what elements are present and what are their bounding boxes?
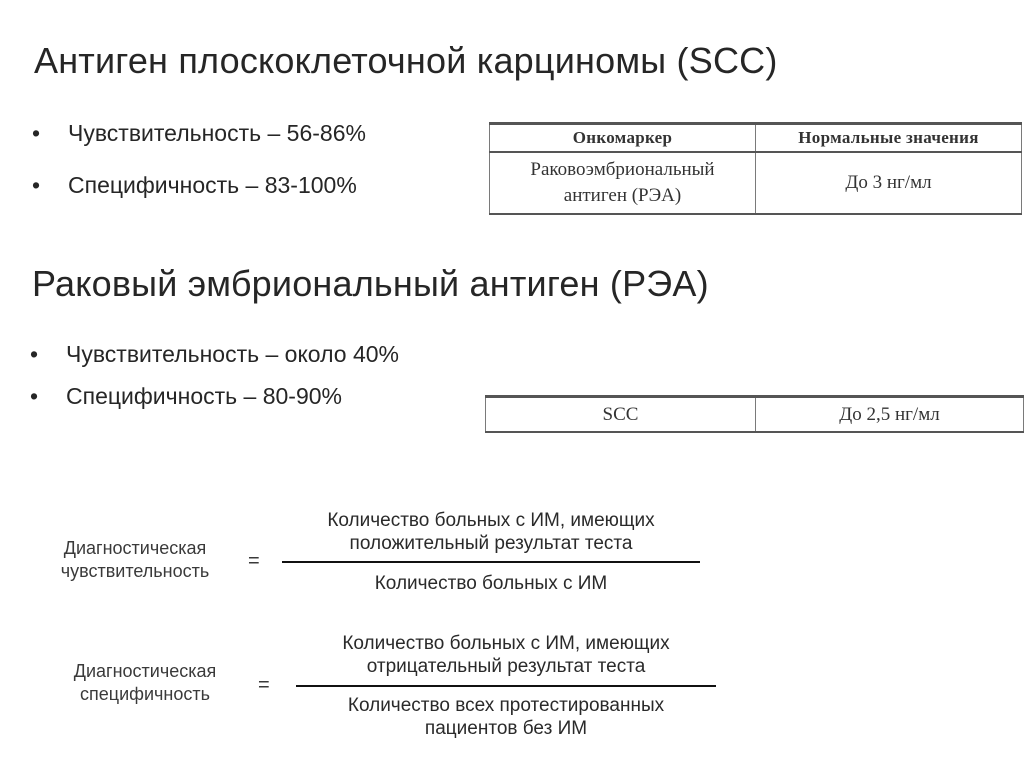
specificity-equals-sign: = [258,674,270,696]
specificity-denominator-line1: Количество всех протестированных [347,695,665,716]
scc-specificity-item: • Специфичность – 83-100% [32,172,366,199]
scc-title: Антиген плоскоклеточной карциномы (SCC) [34,40,778,81]
sensitivity-numerator-line1: Количество больных с ИМ, имеющих [327,510,655,531]
scc-sensitivity-item: • Чувствительность – 56-86% [32,120,366,147]
specificity-label-line1: Диагностическая [73,661,217,681]
rea-specificity-item: • Специфичность – 80-90% [30,383,399,410]
scc-marker-cell: SCC [486,397,756,433]
specificity-numerator-line2: отрицательный результат теста [366,656,646,677]
specificity-label [40,660,250,706]
scc-value-cell: До 2,5 нг/мл [756,397,1024,433]
specificity-fraction-bar [296,685,716,687]
specificity-denominator [296,694,716,740]
sensitivity-numerator [282,509,700,555]
sensitivity-numerator-line2: положительный результат теста [349,533,633,554]
normal-values-column-header: Нормальные значения [756,124,1022,153]
sensitivity-equals-sign: = [248,550,260,572]
rea-marker-cell [490,152,756,214]
marker-column-header: Онкомаркер [490,124,756,153]
sensitivity-label-line1: Диагностическая [63,538,207,558]
scc-bullet-list [32,120,366,224]
specificity-formula [40,630,740,750]
specificity-denominator-line2: пациентов без ИМ [424,718,588,739]
rea-value-cell: До 3 нг/мл [756,152,1022,214]
rea-sensitivity-item: • Чувствительность – около 40% [30,341,399,368]
sensitivity-label-line2: чувствительность [60,561,210,581]
rea-title: Раковый эмбриональный антиген (РЭА) [32,263,709,304]
sensitivity-formula [30,505,730,605]
rea-marker-line2: антиген (РЭА) [563,185,682,206]
sensitivity-denominator: Количество больных с ИМ [374,573,608,594]
rea-reference-table [489,122,1022,215]
rea-bullet-list [30,341,399,425]
specificity-label-line2: специфичность [80,684,210,704]
rea-marker-line1: Раковоэмбриональный [530,159,715,180]
scc-reference-table [485,395,1024,433]
specificity-numerator-line1: Количество больных с ИМ, имеющих [342,633,670,654]
specificity-numerator [296,632,716,678]
sensitivity-fraction-bar [282,561,700,563]
sensitivity-label [30,537,240,583]
